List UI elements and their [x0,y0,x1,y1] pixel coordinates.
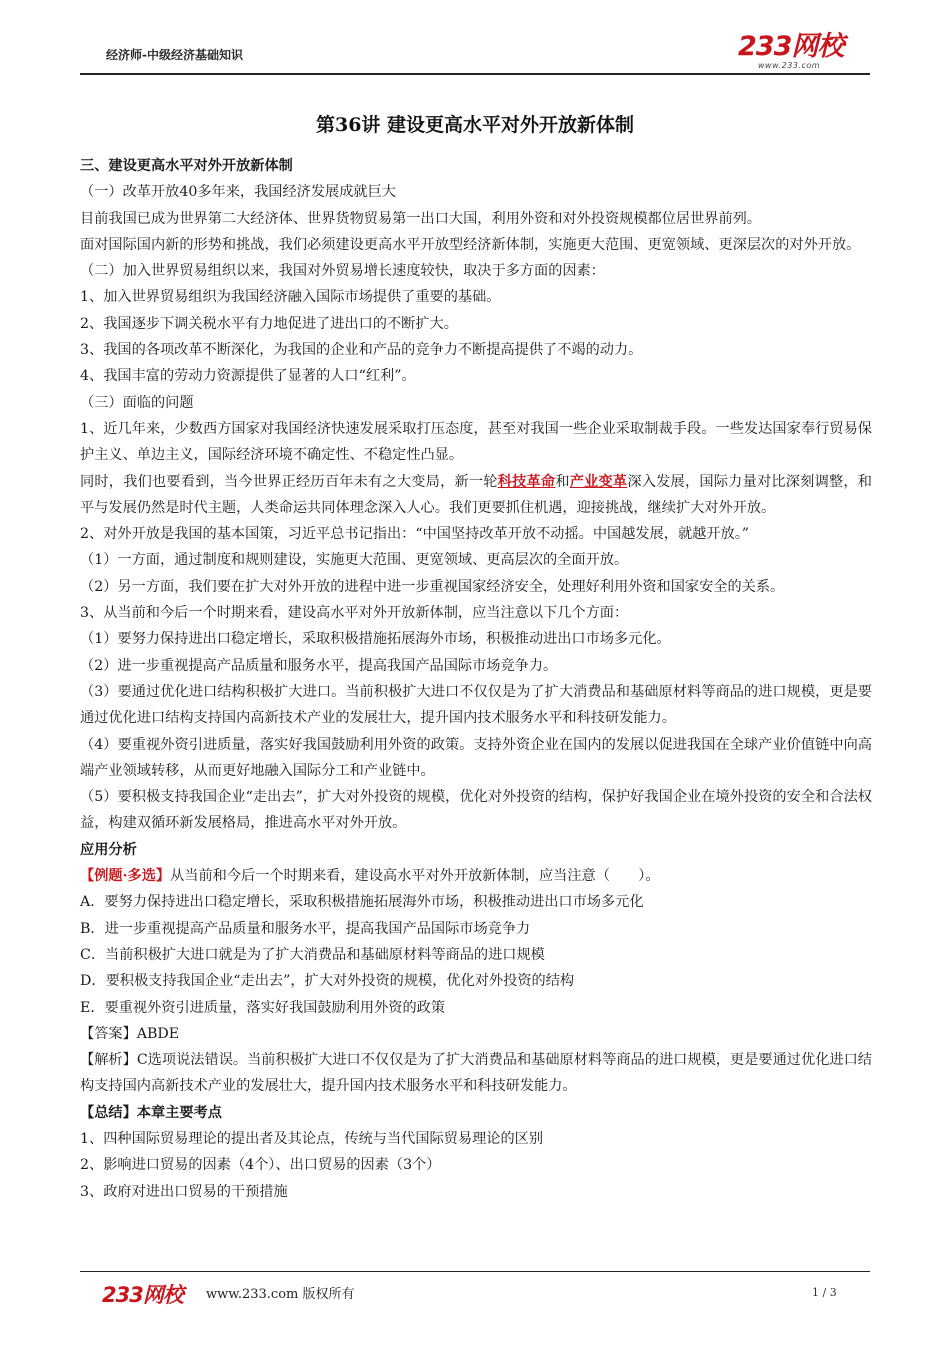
paragraph: （2）进一步重视提高产品质量和服务水平，提高我国产品国际市场竞争力。 [80,657,558,674]
paragraph: （5）要积极支持我国企业“走出去”，扩大对外投资的规模，优化对外投资的结构，保护好我国企业在境外投资的安全和合法权益，构建双循环新发展格局，推进高水平对外开放。 [80,789,872,832]
paragraph: （2）另一方面，我们要在扩大对外开放的进程中进一步重视国家经济安全，处理好利用外资和国家安全的关系。 [80,578,785,595]
paragraph: 3、我国的各项改革不断深化，为我国的企业和产品的竞争力不断提高提供了不竭的动力。 [80,342,643,359]
summary-item: 1、四种国际贸易理论的提出者及其论点，传统与当代国际贸易理论的区别 [80,1130,544,1147]
option-c: C．当前积极扩大进口就是为了扩大消费品和基础原材料等商品的进口规模 [80,946,545,963]
paragraph-text: 深入发展，国际力量对比深刻调整，和平与发展仍然是时代主题，人类命运共同体理念深入人心。我们更要抓住机遇，迎接挑战，继续扩大对外开放。 [80,473,872,516]
summary-heading [80,1100,872,1126]
option-d: D．要积极支持我国企业“走出去”，扩大对外投资的规模，优化对外投资的结构 [80,973,575,990]
explanation-text: C选项说法错误。当前积极扩大进口不仅仅是为了扩大消费品和基础原材料等商品的进口规模，更是要通过优化进口结构支持国内高新技术产业的发展壮大，提升国内技术服务水平和科技研发能力。 [80,1052,872,1095]
paragraph: （三）面临的问题 [80,394,194,411]
paragraph: 2、我国逐步下调关税水平有力地促进了进出口的不断扩大。 [80,315,458,332]
paragraph: （1）要努力保持进出口稳定增长，采取积极措施拓展海外市场，积极推动进出口市场多元化。 [80,631,671,648]
paragraph: 面对国际国内新的形势和挑战，我们必须建设更高水平开放型经济新体制，实施更大范围、更宽领域、更深层次的对外开放。 [80,236,861,253]
paragraph-text: 同时，我们也要看到，当今世界正经历百年未有之大变局，新一轮 [80,473,498,490]
answer-line [80,1021,872,1047]
brand-logo [738,32,862,74]
header-divider [80,73,870,75]
explanation [80,1047,872,1100]
analysis-heading: 应用分析 [80,841,137,858]
header-subject: 经济师-中级经济基础知识 [106,48,243,62]
summary-title: 本章主要考点 [136,1104,222,1121]
answer-label: 【答案】 [80,1025,137,1042]
summary-label: 【总结】 [80,1104,137,1121]
explanation-label: 【解析】 [80,1052,137,1069]
paragraph-text: 和 [555,473,570,490]
summary-item: 2、影响进口贸易的因素（4个）、出口贸易的因素（3个） [80,1157,441,1174]
option-b: B．进一步重视提高产品质量和服务水平，提高我国产品国际市场竞争力 [80,920,531,937]
answer-value: ABDE [136,1025,180,1042]
paragraph: 1、加入世界贸易组织为我国经济融入国际市场提供了重要的基础。 [80,289,501,306]
document-body [80,153,872,1205]
brand-logo-text: 233网校 [738,31,844,62]
paragraph: 1、近几年来，少数西方国家对我国经济快速发展采取打压态度，甚至对我国一些企业采取制裁手段。一些发达国家奉行贸易保护主义、单边主义，国际经济环境不确定性、不稳定性凸显。 [80,420,872,464]
footer-logo: 233网校 [102,1283,183,1307]
paragraph: （1）一方面，通过制度和规则建设，实施更大范围、更宽领域、更高层次的全面开放。 [80,552,629,569]
footer-copyright: www.233.com 版权所有 [206,1287,355,1302]
paragraph: （4）要重视外资引进质量，落实好我国鼓励利用外资的政策。支持外资企业在国内的发展以促进我国在全球产业价值链中向高端产业领域转移，从而更好地融入国际分工和产业链中。 [80,736,872,779]
question-tag: 【例题·多选】 [80,868,171,885]
brand-logo-url: www.233.com [758,61,821,70]
summary-item: 3、政府对进出口贸易的干预措施 [80,1183,288,1200]
question-text: 从当前和今后一个时期来看，建设高水平对外开放新体制，应当注意（ ）。 [170,868,660,885]
paragraph: （3）要通过优化进口结构积极扩大进口。当前积极扩大进口不仅仅是为了扩大消费品和基础原材料等商品的进口规模，更是要通过优化进口结构支持国内高新技术产业的发展壮大，提升国内技术服务水平和科技研发能力。 [80,683,872,727]
paragraph: （二）加入世界贸易组织以来，我国对外贸易增长速度较快，取决于多方面的因素： [80,263,605,280]
option-a: A．要努力保持进出口稳定增长，采取积极措施拓展海外市场，积极推动进出口市场多元化 [80,894,644,911]
page-title: 第36讲 建设更高水平对外开放新体制 [315,114,635,136]
paragraph [80,469,872,522]
paragraph: 目前我国已成为世界第二大经济体、世界货物贸易第一出口大国，利用外资和对外投资规模都位居世界前列。 [80,210,762,227]
paragraph: 2、对外开放是我国的基本国策，习近平总书记指出：“中国坚持改革开放不动摇。中国越发展，就越开放。” [80,526,750,543]
option-e: E．要重视外资引进质量，落实好我国鼓励利用外资的政策 [80,999,446,1016]
paragraph: 4、我国丰富的劳动力资源提供了显著的人口“红利”。 [80,368,416,385]
page-number: 1 / 3 [812,1286,837,1299]
section-heading: 三、建设更高水平对外开放新体制 [80,158,293,174]
paragraph: （一）改革开放40多年来，我国经济发展成就巨大 [80,184,396,201]
example-question [80,863,872,889]
paragraph: 3、从当前和今后一个时期来看，建设高水平对外开放新体制，应当注意以下几个方面： [80,605,629,622]
footer-divider [80,1271,870,1272]
keyword-link-tech-revolution[interactable]: 科技革命 [497,473,556,490]
keyword-link-industry-change[interactable]: 产业变革 [569,473,628,490]
